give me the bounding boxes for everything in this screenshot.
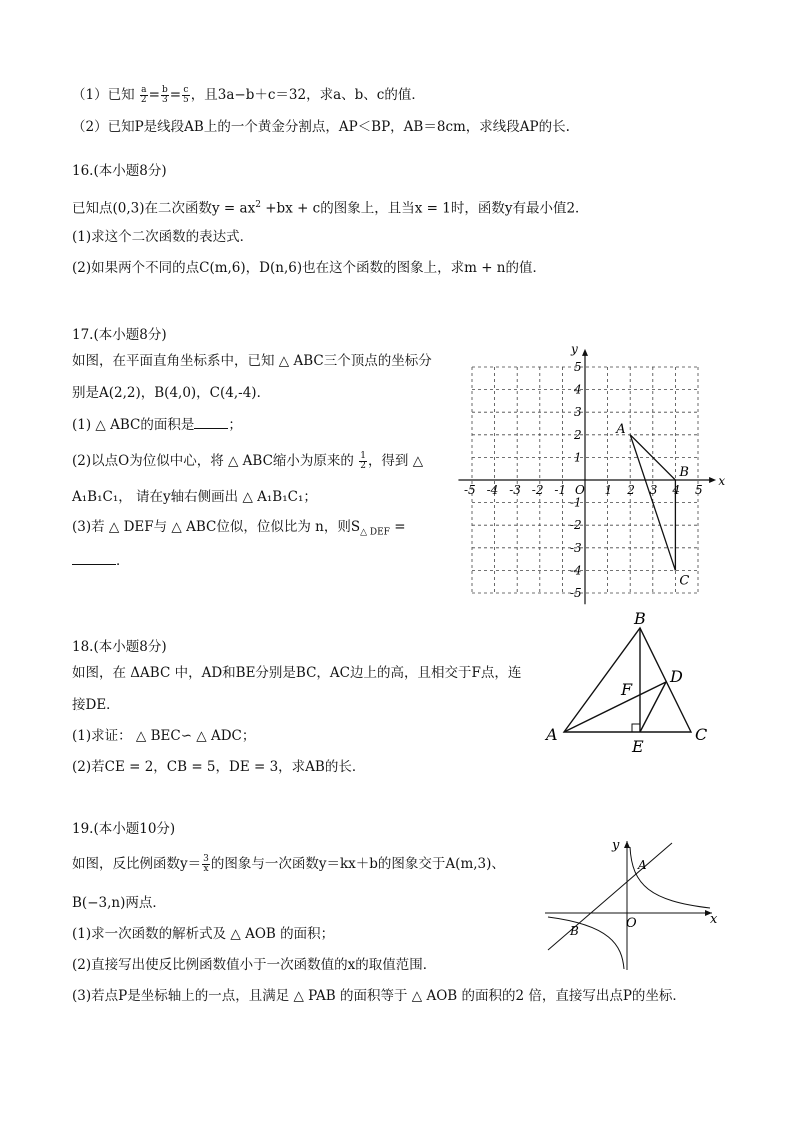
frac-num: a (141, 85, 147, 95)
fraction-half (359, 452, 367, 471)
x-tick-label: -4 (486, 483, 499, 497)
label-d: D (670, 667, 683, 686)
q19-line1-a: 如图，反比例函数y＝ (72, 856, 202, 872)
q17-line3 (72, 416, 242, 434)
q19-line3: (1)求一次函数的解析式及 △ AOB 的面积； (72, 926, 335, 942)
fraction-3x (202, 855, 210, 874)
label-b: B (634, 609, 646, 628)
q17-line4-a: (2)以点O为位似中心，将 △ ABC缩小为原来的 (72, 453, 354, 469)
y-tick-label: -1 (570, 495, 582, 510)
y-axis-arrow (582, 349, 588, 356)
y-tick-label: 2 (574, 427, 582, 442)
frac-den: x (203, 864, 209, 874)
hyperbola-branch-1 (630, 847, 710, 908)
label-a: A (546, 725, 558, 744)
x-tick-label: -2 (531, 483, 544, 497)
x-axis-arrow (709, 477, 716, 483)
q19-line2: B(−3,n)两点． (72, 895, 166, 911)
fraction-b3 (161, 86, 169, 105)
q15-part1-text: （1）已知 (72, 87, 135, 103)
area-subscript: △ DEF (360, 527, 390, 538)
label-e: E (632, 737, 644, 756)
q17-line4 (72, 452, 423, 471)
q17-line6 (72, 518, 406, 542)
label-y: y (612, 838, 620, 853)
label-f: F (621, 680, 633, 699)
frac-num: 3 (203, 854, 209, 864)
q16-line3: (2)如果两个不同的点C(m,6)，D(n,6)也在这个函数的图象上，求m + n的值． (72, 260, 546, 276)
x-tick-label: -3 (509, 483, 521, 497)
q17-line6-b: = (389, 519, 406, 535)
vertex-label-b: B (679, 465, 689, 480)
segment-de (640, 682, 666, 732)
vertex-label-c: C (679, 573, 690, 589)
q19-header: 19.(本小题10分) (72, 821, 176, 837)
function-graph-figure (540, 835, 730, 975)
label-c: C (695, 725, 708, 744)
q16-line1-a: 已知点(0,3)在二次函数y = ax (72, 200, 256, 217)
x-tick-label: -1 (554, 483, 567, 497)
vertex-label-a: A (616, 421, 626, 437)
fraction-c5 (182, 86, 190, 105)
exponent: 2 (255, 200, 261, 210)
answer-blank (194, 428, 228, 429)
q18-line4: (2)若CE = 2，CB = 5，DE = 3，求AB的长． (72, 759, 366, 775)
y-tick-label: 4 (574, 382, 582, 397)
frac-den: 5 (183, 95, 189, 105)
frac-den: 2 (140, 95, 147, 105)
q18-line3: (1)求证： △ BEC∽ △ ADC； (72, 728, 256, 744)
y-tick-label: -5 (570, 586, 582, 600)
x-tick-label: 5 (695, 483, 703, 497)
linear-function-line (548, 843, 672, 950)
hyperbola-branch-2 (548, 917, 624, 969)
y-axis-arrow (624, 841, 630, 848)
x-tick-label: 3 (649, 483, 658, 497)
q19-line5: (3)若点P是坐标轴上的一点，且满足 △ PAB 的面积等于 △ AOB 的面积的2 倍，直接写出点P的坐标． (72, 988, 686, 1004)
y-tick-label: -2 (570, 518, 582, 533)
altitude-ad (564, 682, 666, 732)
q17-line7-b: ． (116, 553, 130, 569)
q17-line1: 如图，在平面直角坐标系中，已知 △ ABC三个顶点的坐标分 (72, 353, 432, 369)
q16-line2: (1)求这个二次函数的表达式． (72, 229, 254, 245)
q17-line3-b: ； (228, 417, 242, 433)
q15-part1-text-b: ，且3a−b＋c＝32，求a、b、c的值． (190, 87, 425, 103)
frac-num: c (183, 85, 189, 95)
x-tick-label: 2 (627, 483, 635, 497)
y-tick-label: 1 (574, 450, 582, 465)
coordinate-grid-figure (460, 340, 730, 605)
q18-line1: 如图，在 ΔABC 中，AD和BE分别是BC，AC边上的高，且相交于F点，连 (72, 665, 522, 681)
q17-line2: 别是A(2,2)，B(4,0)，C(4,-4)． (72, 385, 271, 401)
q15-part2: （2）已知P是线段AB上的一个黄金分割点，AP＜BP，AB＝8cm，求线段AP的长. (72, 119, 570, 135)
q19-line4: (2)直接写出使反比例函数值小于一次函数值的x的取值范围． (72, 957, 437, 973)
q18-header: 18.(本小题8分) (72, 639, 167, 655)
q16-header: 16.(本小题8分) (72, 163, 167, 179)
q19-line1-b: 的图象与一次函数y＝kx＋b的图象交于A(m,3)、 (210, 856, 505, 872)
frac-den: 3 (161, 95, 168, 105)
fraction-a2 (140, 86, 148, 105)
q16-line1 (72, 196, 589, 218)
y-axis-label: y (571, 341, 578, 356)
q17-line5: A₁B₁C₁， 请在y轴右侧画出 △ A₁B₁C₁； (72, 489, 317, 505)
answer-blank (72, 564, 116, 565)
triangle-figure (540, 610, 720, 755)
label-b: B (570, 924, 579, 938)
x-tick-label: -5 (464, 483, 476, 497)
q15-part1: （1）已知 $\frac{a}{2}$ = $\frac{b}{3}$ = $\frac{c}{5}$ ，且3a−b＋c＝32，求a、b、c的值． (72, 85, 425, 105)
x-axis-label: x (718, 474, 726, 488)
q17-header: 17.(本小题8分) (72, 327, 167, 343)
y-tick-label: -3 (570, 540, 582, 555)
q17-line7 (72, 552, 130, 570)
q18-line2: 接DE． (72, 697, 120, 713)
label-o: O (626, 916, 637, 931)
origin-label: O (575, 483, 585, 497)
frac-num: 1 (360, 451, 366, 461)
triangle-abc (615, 422, 689, 589)
q19-line1 (72, 855, 505, 874)
y-tick-label: 5 (574, 360, 582, 374)
q17-line4-b: ，得到 △ (367, 453, 424, 469)
right-angle-mark (632, 724, 640, 732)
x-tick-label: 4 (672, 483, 681, 497)
q17-line6-a: (3)若 △ DEF与 △ ABC位似，位似比为 n，则S (72, 519, 361, 535)
q16-line1-b: +bx + c的图象上，且当x = 1时，函数y有最小值2． (260, 200, 589, 217)
frac-num: b (161, 85, 168, 95)
x-tick-label: 1 (604, 483, 613, 497)
q17-line3-a: (1) △ ABC的面积是 (72, 417, 195, 433)
frac-den: 2 (360, 461, 366, 471)
y-tick-label: 3 (574, 405, 582, 420)
y-tick-label: -4 (570, 563, 582, 578)
label-x: x (710, 912, 718, 927)
label-a: A (638, 858, 647, 872)
